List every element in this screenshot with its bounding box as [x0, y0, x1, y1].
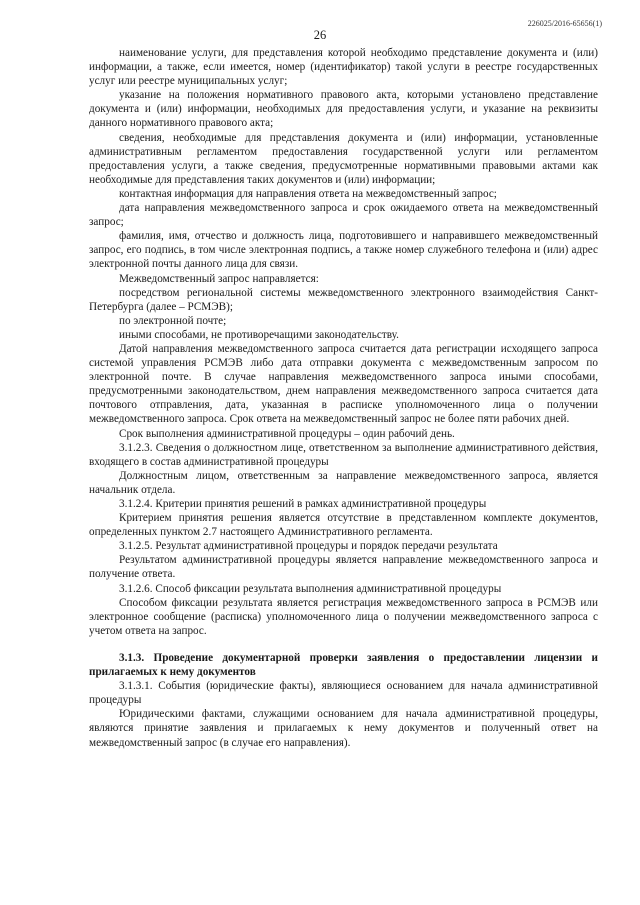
document-id: 226025/2016-65656(1)	[527, 19, 602, 28]
paragraph: 3.1.2.4. Критерии принятия решений в рамках административной процедуры	[119, 498, 487, 510]
paragraph: 3.1.2.6. Способ фиксации результата выполнения административной процедуры	[119, 582, 502, 595]
paragraph: наименование услуги, для представления которой необходимо представление документа и (или) информации, а также, если имеется, номер (идентификатор) такой услуги в реестре государственных услуг или реестре муниципальных услуг;	[89, 47, 598, 88]
paragraph: дата направления межведомственного запроса и срок ожидаемого ответа на межведомственный запрос;	[89, 202, 598, 229]
paragraph: Критерием принятия решения является отсутствие в представленном комплекте документов, определенных пунктом 2.7 настоящего Административного регламента.	[89, 512, 598, 539]
section-heading: 3.1.3. Проведение документарной проверки заявления о предоставлении лицензии и прилагаемых к нему документов	[89, 651, 598, 679]
paragraph: Юридическими фактами, служащими основанием для начала административной процедуры, являются принятие заявления и прилагаемых к нему документов и полученный ответ на межведомственный запрос (в случае его направления).	[89, 708, 598, 749]
paragraph: Срок выполнения административной процедуры – один рабочий день.	[119, 427, 455, 440]
paragraph: по электронной почте;	[119, 314, 227, 327]
page-number: 26	[313, 28, 327, 42]
paragraph: посредством региональной системы межведомственного электронного взаимодействия Санкт-Петербурга (далее – РСМЭВ);	[89, 286, 598, 313]
paragraph: фамилия, имя, отчество и должность лица, подготовившего и направившего межведомственный запрос, его подпись, в том числе электронная подпись, а также номер служебного телефона и (или) адрес электронной почты данного лица для связи.	[89, 230, 598, 271]
paragraph: Способом фиксации результата является регистрация межведомственного запроса в РСМЭВ или электронное сообщение (расписка) уполномоченного лица о получении межведомственного запроса с учетом ответа на запрос.	[89, 596, 598, 637]
paragraph: иными способами, не противоречащими законодательству.	[119, 328, 399, 341]
paragraph: Должностным лицом, ответственным за направление межведомственного запроса, является начальник отдела.	[89, 469, 598, 496]
paragraph: контактная информация для направления ответа на межведомственный запрос;	[119, 187, 497, 200]
paragraph: Результатом административной процедуры является направление межведомственного запроса и получение ответа.	[89, 554, 598, 581]
paragraph: Межведомственный запрос направляется:	[119, 272, 319, 285]
paragraph: указание на положения нормативного правового акта, которыми установлено представление документа и (или) информации, необходимых для предоставления услуги, и указание на реквизиты данного нормативного правового акта;	[89, 89, 598, 130]
paragraph: сведения, необходимые для представления документа и (или) информации, установленные административным регламентом предоставления государственной услуги или регламентом предоставления услуги, а также сведения, предусмотренные нормативными правовыми актами как необходимые для представления таких документов и (или) информации;	[89, 131, 598, 186]
paragraph: 3.1.2.5. Результат административной процедуры и порядок передачи результата	[119, 540, 498, 553]
paragraph: Датой направления межведомственного запроса считается дата регистрации исходящего запроса системой управления РСМЭВ либо дата отправки документа с межведомственным запросом по электронной почте. В случае направления межведомственного запроса иными способами, предусмотренными законодательством, днем направления межведомственного запроса считается дата почтового отправления, дата, указанная в расписке уполномоченного лица о получении межведомственного запроса. Срок ответа на межведомственный запрос не более пяти рабочих дней.	[89, 342, 598, 426]
paragraph: 3.1.3.1. События (юридические факты), являющиеся основанием для начала административной процедуры	[89, 680, 598, 707]
paragraph: 3.1.2.3. Сведения о должностном лице, ответственном за выполнение административного действия, входящего в состав административной процедуры	[89, 441, 598, 468]
document-body	[89, 46, 598, 750]
